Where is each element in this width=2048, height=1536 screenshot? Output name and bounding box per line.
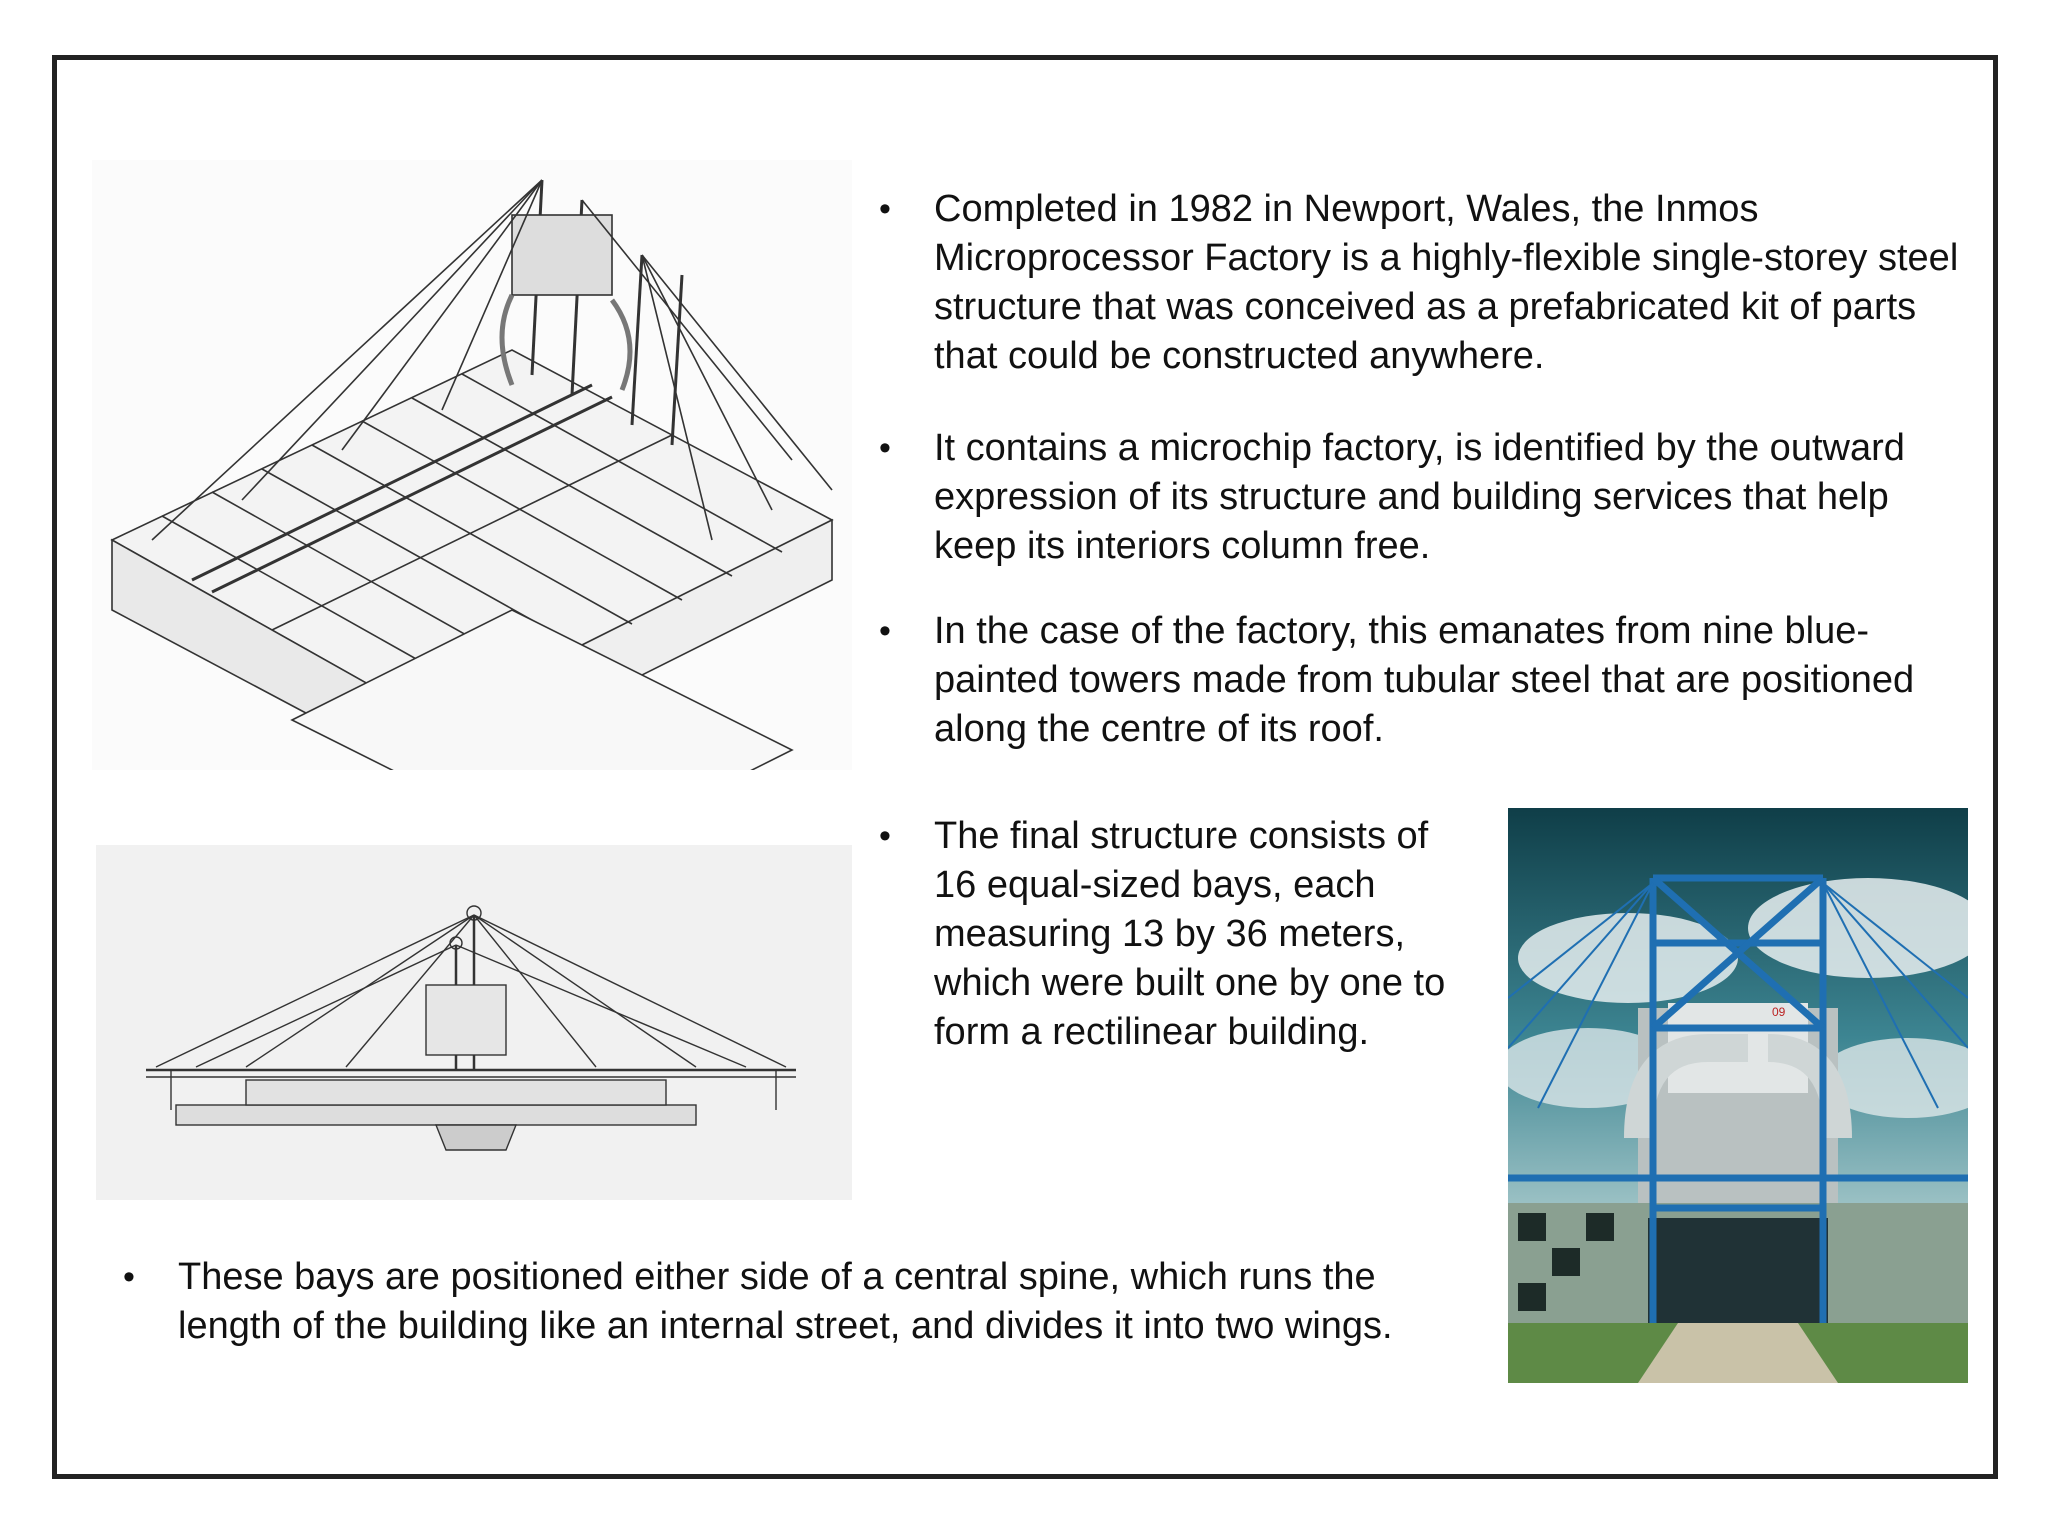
bullet-nine-towers: [879, 607, 1964, 754]
tower-number: 09: [1772, 1005, 1786, 1019]
bullet-text: It contains a microchip factory, is identified by the outward expression of its structure and building services that help keep its interiors column free.: [934, 427, 1905, 567]
bullet-sixteen-bays: [879, 812, 1474, 1057]
bullet-text: In the case of the factory, this emanates from nine blue-painted towers made from tubular steel that are positioned along the centre of its roof.: [934, 610, 1915, 750]
section-drawing: [96, 845, 852, 1200]
bullet-text: These bays are positioned either side of a central spine, which runs the length of the building like an internal street, and divides it into two wings.: [178, 1256, 1393, 1347]
bullet-microchip-factory: [879, 424, 1964, 571]
bullet-symbol: •: [879, 190, 891, 228]
bullet-symbol: •: [879, 817, 891, 855]
factory-tower-photo: [1508, 808, 1968, 1383]
bullet-text: Completed in 1982 in Newport, Wales, the Inmos Microprocessor Factory is a highly-flexible single-storey steel structure that was conceived as a prefabricated kit of parts that could be constructed anywhere.: [934, 188, 1959, 377]
bullet-symbol: •: [879, 429, 891, 467]
axonometric-drawing: [92, 160, 852, 770]
bullet-central-spine: [123, 1253, 1478, 1351]
bullet-text: The final structure consists of 16 equal-sized bays, each measuring 13 by 36 meters, which were built one by one to form a rectilinear building.: [934, 815, 1446, 1053]
bullet-completed-1982: [879, 185, 1964, 381]
bullet-symbol: •: [123, 1258, 135, 1296]
bullet-symbol: •: [879, 612, 891, 650]
